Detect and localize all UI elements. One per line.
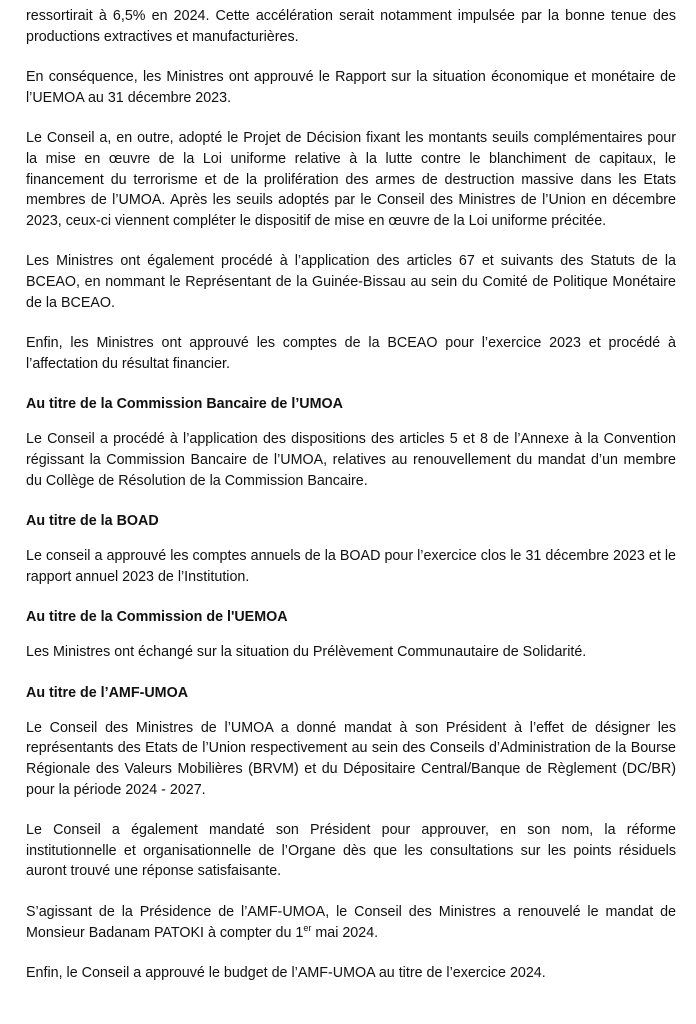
paragraph-amf-presidency [26,902,676,943]
paragraph-boad: Le conseil a approuvé les comptes annuels de la BOAD pour l’exercice clos le 31 décembre 2023 et le rapport annuel 2023 de l’Institution. [26,548,676,585]
paragraph-amf-budget: Enfin, le Conseil a approuvé le budget de l’AMF-UMOA au titre de l’exercice 2024. [26,965,546,982]
document-page [26,6,676,1004]
heading-amf-umoa: Au titre de l’AMF-UMOA [26,684,189,701]
paragraph-bceao-statutes: Les Ministres ont également procédé à l’application des articles 67 et suivants des Statuts de la BCEAO, en nommant le Représentant de la Guinée-Bissau au sein du Comité de Politique Monétaire de la BCEAO. [26,253,676,311]
paragraph-amf-mandate: Le Conseil des Ministres de l’UMOA a donné mandat à son Président à l’effet de désigner les représentants des Etats de l’Union respectivement au sein des Conseils d’Administration de la Bourse Régionale des Valeurs Mobilières (BRVM) et du Dépositaire Central/Banque de Règlement (DC/BR) pour la période 2024 - 2027. [26,719,676,798]
paragraph-commission-bancaire: Le Conseil a procédé à l’application des dispositions des articles 5 et 8 de l’Annexe à la Convention régissant la Commission Bancaire de l’UMOA, relatives au renouvellement du mandat d’un membre du Collège de Résolution de la Commission Bancaire. [26,431,676,489]
presidency-text-start: S’agissant de la Présidence de l’AMF-UMOA, le Conseil des Ministres a renouvelé le mandat de Monsieur Badanam PATOKI à compter du 1 [26,904,676,941]
heading-commission-uemoa: Au titre de la Commission de l'UEMOA [26,609,288,626]
heading-commission-bancaire: Au titre de la Commission Bancaire de l’UMOA [26,396,343,413]
paragraph-aml-thresholds: Le Conseil a, en outre, adopté le Projet de Décision fixant les montants seuils complémentaires pour la mise en œuvre de la Loi uniforme relative à la lutte contre le blanchiment de capitaux, le financement du terrorisme et de la prolifération des armes de destruction massive dans les Etats membres de l’UMOA. Après les seuils adoptés par le Conseil des Ministres de l’Union en décembre 2023, ceux-ci viennent compléter le dispositif de mise en œuvre de la Loi uniforme précitée. [26,130,676,229]
paragraph-report-approval: En conséquence, les Ministres ont approuvé le Rapport sur la situation économique et monétaire de l’UEMOA au 31 décembre 2023. [26,69,676,106]
presidency-text-end: mai 2024. [311,924,379,941]
ordinal-superscript: er [303,922,312,933]
paragraph-growth-outlook: ressortirait à 6,5% en 2024. Cette accélération serait notamment impulsée par la bonne tenue des productions extractives et manufacturières. [26,8,676,45]
heading-boad: Au titre de la BOAD [26,513,159,530]
paragraph-amf-reform: Le Conseil a également mandaté son Président pour approuver, en son nom, la réforme institutionnelle et organisationnelle de l’Organe dès que les consultations sur les points résiduels auront trouvé une réponse satisfaisante. [26,822,676,880]
paragraph-commission-uemoa: Les Ministres ont échangé sur la situation du Prélèvement Communautaire de Solidarité. [26,644,587,661]
paragraph-bceao-accounts: Enfin, les Ministres ont approuvé les comptes de la BCEAO pour l’exercice 2023 et procédé à l’affectation du résultat financier. [26,335,676,372]
